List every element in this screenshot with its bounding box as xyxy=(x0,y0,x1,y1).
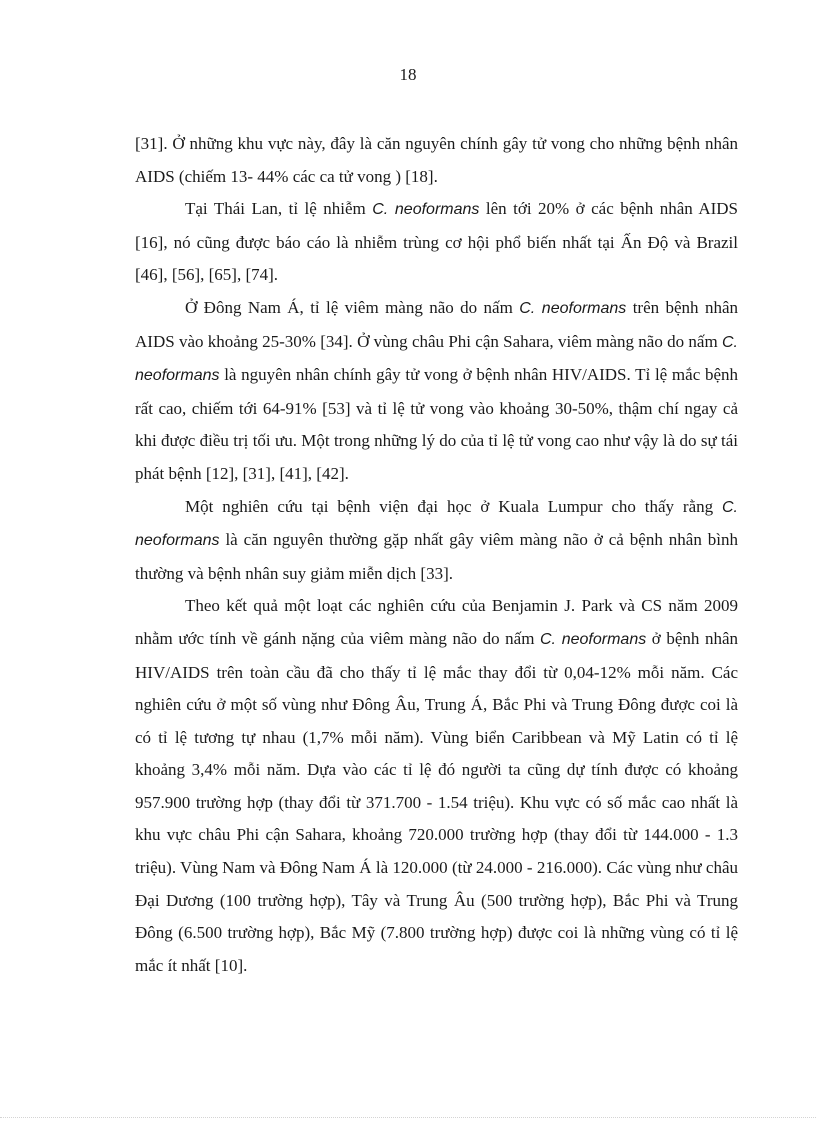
paragraph-3: Ở Đông Nam Á, tỉ lệ viêm màng não do nấm C. neoformans trên bệnh nhân AIDS vào khoảng 25-30% [34]. Ở vùng châu Phi cận Sahara, viêm màng não do nấm C. neoformans là nguyên nhân chính gây tử vong ở bệnh nhân HIV/AIDS. Tỉ lệ mắc bệnh rất cao, chiếm tới 64-91% [53] và tỉ lệ tử vong vào khoảng 30-50%, thậm chí ngay cả khi được điều trị tối ưu. Một trong những lý do của tỉ lệ tử vong cao như vậy là do sự tái phát bệnh [12], [31], [41], [42]. xyxy=(135,297,738,483)
species-name: C. neoformans xyxy=(519,299,627,317)
species-name: C. neoformans xyxy=(372,201,480,219)
page-number: 18 xyxy=(399,65,417,84)
paragraph-1: [31]. Ở những khu vực này, đây là căn nguyên chính gây tử vong cho những bệnh nhân AIDS (chiếm 13- 44% các ca tử vong ) [18]. xyxy=(135,134,738,186)
body-text xyxy=(135,128,738,982)
species-name: C. neoformans xyxy=(135,333,738,385)
paragraph-2: Tại Thái Lan, tỉ lệ nhiễm C. neoformans lên tới 20% ở các bệnh nhân AIDS [16], nó cũng được báo cáo là nhiễm trùng cơ hội phổ biến nhất tại Ấn Độ và Brazil [46], [56], [65], [74]. xyxy=(135,199,739,285)
species-name: C. neoformans xyxy=(539,630,647,648)
page-bottom-rule xyxy=(0,1117,816,1118)
paragraph-5: Theo kết quả một loạt các nghiên cứu của Benjamin J. Park và CS năm 2009 nhằm ước tính về gánh nặng của viêm màng não do nấm C. neoformans ở bệnh nhân HIV/AIDS trên toàn cầu đã cho thấy tỉ lệ mắc thay đổi từ 0,04-12% mỗi năm. Các nghiên cứu ở một số vùng như Đông Âu, Trung Á, Bắc Phi và Trung Đông được coi là có tỉ lệ tương tự nhau (1,7% mỗi năm). Vùng biển Caribbean và Mỹ Latin có tỉ lệ khoảng 3,4% mỗi năm. Dựa vào các tỉ lệ đó người ta cũng dự tính được có khoảng 957.900 trường hợp (thay đổi từ 371.700 - 1.54 triệu). Khu vực có số mắc cao nhất là khu vực châu Phi cận Sahara, khoảng 720.000 trường hợp (thay đổi từ 144.000 - 1.3 triệu). Vùng Nam và Đông Nam Á là 120.000 (từ 24.000 - 216.000). Các vùng như châu Đại Dương (100 trường hợp), Tây và Trung Âu (500 trường hợp), Bắc Phi và Trung Đông (6.500 trường hợp), Bắc Mỹ (7.800 trường hợp) được coi là những vùng có tỉ lệ mắc ít nhất [10]. xyxy=(135,596,738,975)
paragraph-4: Một nghiên cứu tại bệnh viện đại học ở Kuala Lumpur cho thấy rằng C. neoformans là căn nguyên thường gặp nhất gây viêm màng não ở cả bệnh nhân bình thường và bệnh nhân suy giảm miễn dịch [33]. xyxy=(135,496,738,583)
species-name: C. neoformans xyxy=(135,498,738,550)
